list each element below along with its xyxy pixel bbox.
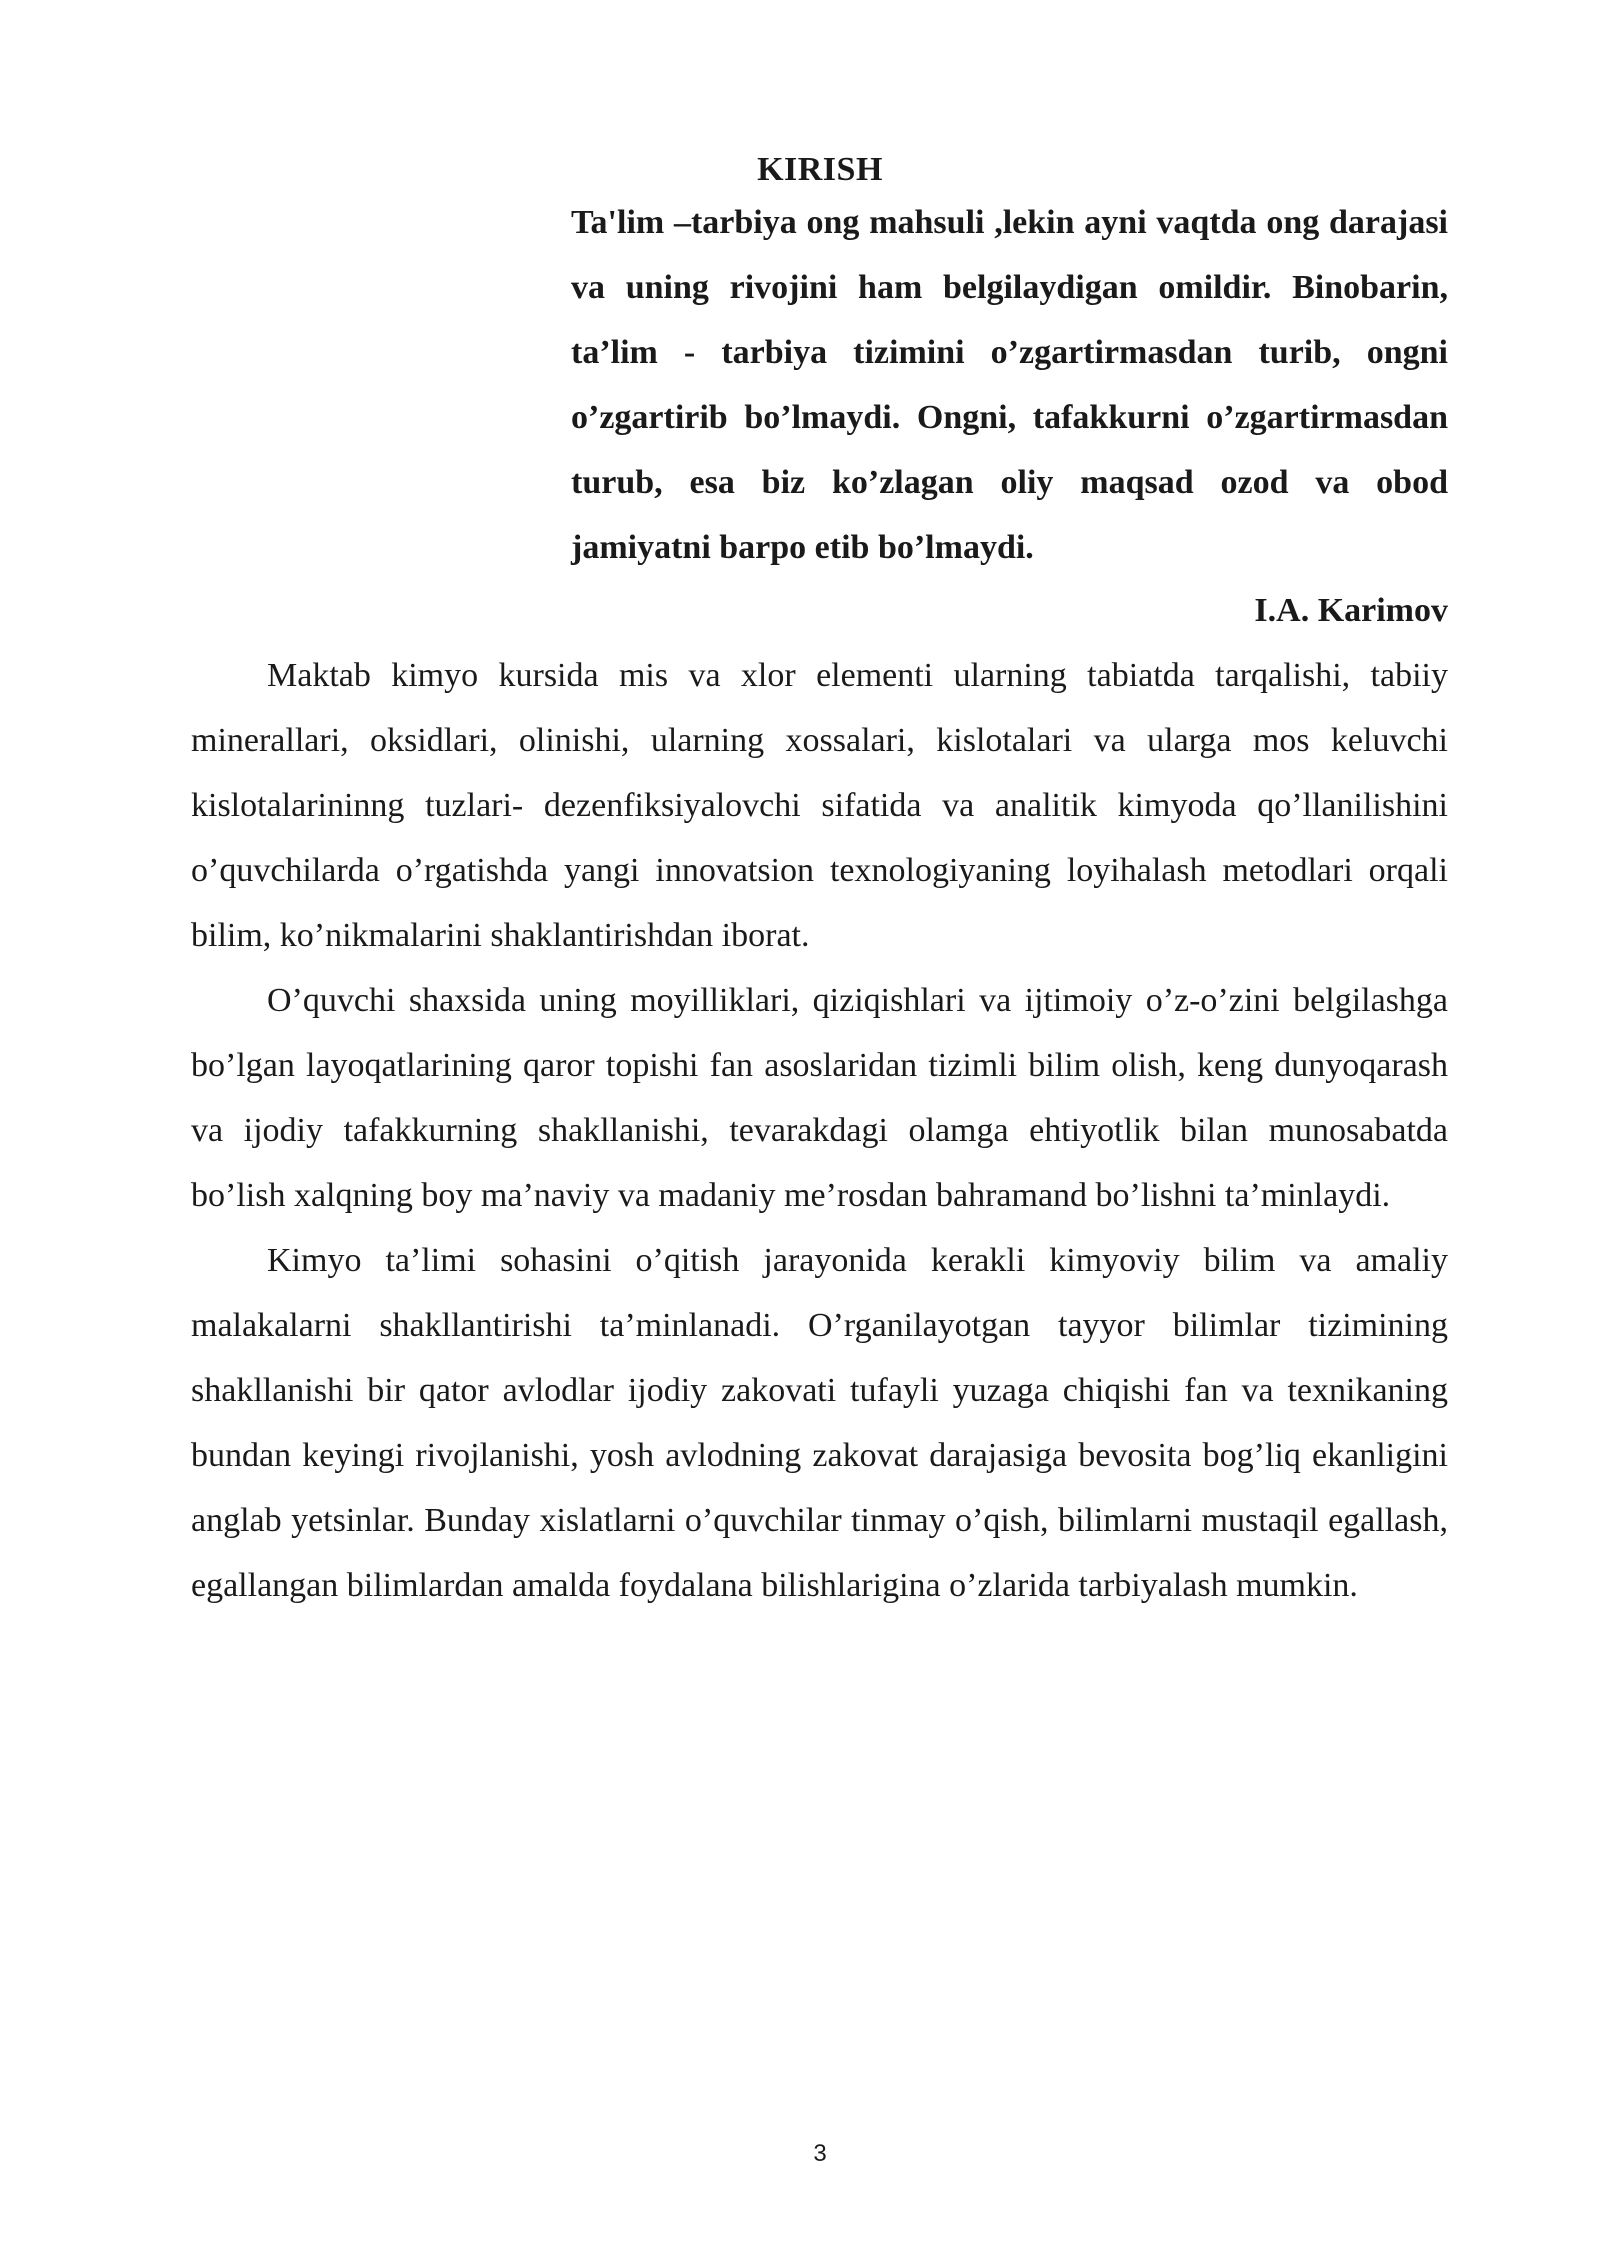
page-number: 3 (813, 2140, 827, 2167)
body-text (191, 643, 1448, 1618)
epigraph-author: I.A. Karimov (1254, 592, 1448, 629)
section-heading: KIRISH (757, 151, 883, 188)
epigraph-quote: Ta'lim –tarbiya ong mahsuli ,lekin ayni vaqtda ong darajasi va uning rivojini ham belgilaydigan omildir. Binobarin, ta’lim - tarbiya tizimini o’zgartirmasdan turib, ongni o’zgartirib bo’lmaydi. Ongni, tafakkurni o’zgartirmasdan turub, esa biz ko’zlagan oliy maqsad ozod va obod jamiyatni barpo etib bo’lmaydi. (571, 204, 1448, 566)
paragraph-2: O’quvchi shaxsida uning moyilliklari, qiziqishlari va ijtimoiy o’z-o’zini belgilashga bo’lgan layoqatlarining qaror topishi fan asoslaridan tizimli bilim olish, keng dunyoqarash va ijodiy tafakkurning shakllanishi, tevarakdagi olamga ehtiyotlik bilan munosabatda bo’lish xalqning boy ma’naviy va madaniy me’rosdan bahramand bo’lishni ta’minlaydi. (191, 982, 1448, 1214)
paragraph-3: Kimyo ta’limi sohasini o’qitish jarayonida kerakli kimyoviy bilim va amaliy malakalarni shakllantirishi ta’minlanadi. O’rganilayotgan tayyor bilimlar tizimining shakllanishi bir qator avlodlar ijodiy zakovati tufayli yuzaga chiqishi fan va texnikaning bundan keyingi rivojlanishi, yosh avlodning zakovat darajasiga bevosita bog’liq ekanligini anglab yetsinlar. Bunday xislatlarni o’quvchilar tinmay o’qish, bilimlarni mustaqil egallash, egallangan bilimlardan amalda foydalana bilishlarigina o’zlarida tarbiyalash mumkin. (191, 1242, 1448, 1604)
paragraph-1: Maktab kimyo kursida mis va xlor elementi ularning tabiatda tarqalishi, tabiiy minerallari, oksidlari, olinishi, ularning xossalari, kislotalari va ularga mos keluvchi kislotalarininng tuzlari- dezenfiksiyalovchi sifatida va analitik kimyoda qo’llanilishini o’quvchilarda o’rgatishda yangi innovatsion texnologiyaning loyihalash metodlari orqali bilim, ko’nikmalarini shaklantirishdan iborat. (191, 657, 1448, 954)
